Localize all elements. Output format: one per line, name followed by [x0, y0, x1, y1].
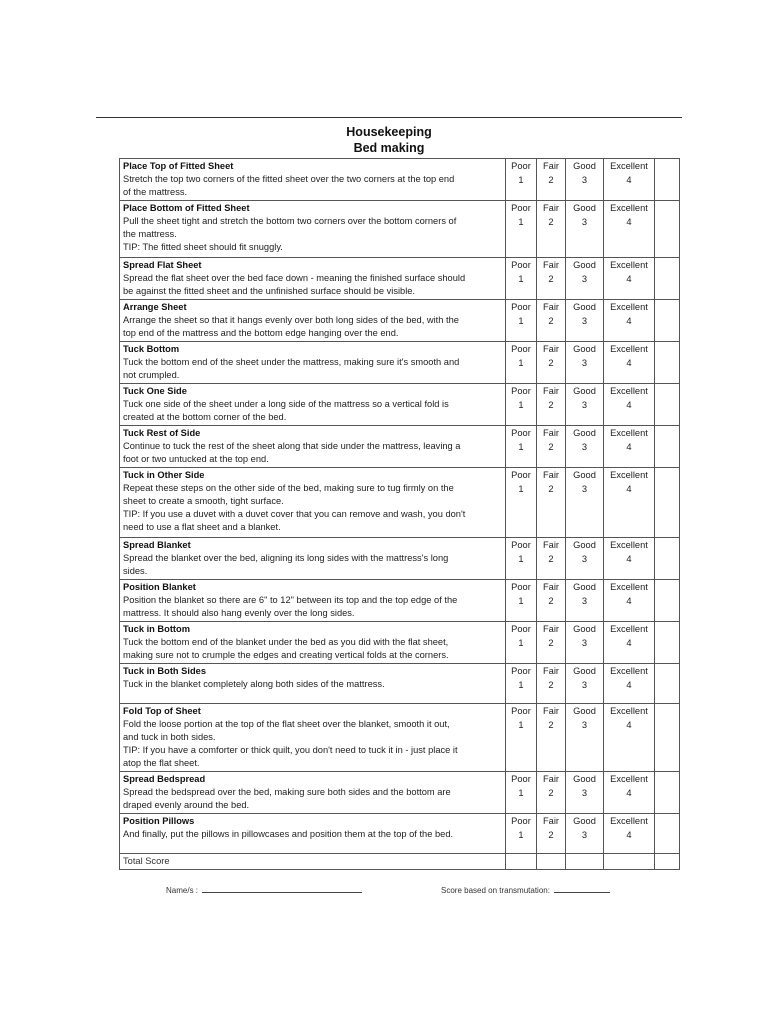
- document-title: Housekeeping: [346, 125, 432, 139]
- score-field: [441, 884, 610, 895]
- score-option-fair[interactable]: [537, 580, 566, 622]
- score-value: 4: [626, 830, 632, 840]
- score-label: Good: [573, 540, 596, 550]
- task-row: [120, 201, 680, 258]
- total-score-cell: [604, 854, 655, 870]
- score-label: Excellent: [610, 816, 648, 826]
- task-description-line: mattress. It should also hang evenly over the long sides.: [123, 608, 355, 618]
- score-value: 4: [626, 596, 632, 606]
- task-description-line: top end of the mattress and the bottom edge hanging over the end.: [123, 328, 399, 338]
- total-score-row: [120, 854, 680, 870]
- score-label: Excellent: [610, 582, 648, 592]
- task-cell: [120, 426, 506, 468]
- score-label: Good: [573, 774, 596, 784]
- score-option-excellent[interactable]: [604, 664, 655, 704]
- score-value: 4: [626, 788, 632, 798]
- task-title: Fold Top of Sheet: [123, 706, 201, 716]
- score-option-poor[interactable]: [506, 814, 537, 854]
- score-option-excellent[interactable]: [604, 384, 655, 426]
- score-option-fair[interactable]: [537, 342, 566, 384]
- score-label: Poor: [511, 260, 531, 270]
- total-score-cell: [537, 854, 566, 870]
- score-option-poor[interactable]: [506, 580, 537, 622]
- task-cell: [120, 300, 506, 342]
- score-option-good[interactable]: [566, 814, 604, 854]
- score-label: Fair: [542, 260, 559, 270]
- task-title: Tuck in Both Sides: [123, 666, 206, 676]
- score-value: 4: [626, 274, 632, 284]
- score-value: 3: [581, 442, 588, 452]
- task-title: Tuck Bottom: [123, 344, 180, 354]
- score-option-good[interactable]: [566, 426, 604, 468]
- score-value: 1: [518, 788, 524, 798]
- names-field: [166, 884, 362, 895]
- score-option-poor[interactable]: [506, 772, 537, 814]
- score-option-fair[interactable]: [537, 814, 566, 854]
- task-row: [120, 704, 680, 772]
- score-value: 2: [548, 788, 554, 798]
- score-value: 2: [548, 316, 554, 326]
- score-option-fair[interactable]: [537, 538, 566, 580]
- score-label: Excellent: [610, 774, 648, 784]
- score-option-fair[interactable]: [537, 201, 566, 258]
- task-row: [120, 384, 680, 426]
- score-value: 4: [626, 720, 632, 730]
- task-cell: [120, 258, 506, 300]
- score-entry-cell[interactable]: [655, 426, 680, 468]
- score-value: 2: [548, 217, 554, 227]
- score-label: Excellent: [610, 260, 648, 270]
- score-value: 2: [548, 358, 554, 368]
- score-label: Poor: [511, 386, 531, 396]
- score-value: 2: [548, 274, 554, 284]
- task-cell: [120, 704, 506, 772]
- score-label: Excellent: [610, 470, 648, 480]
- score-value: 3: [581, 788, 588, 798]
- total-score-label: Total Score: [120, 854, 506, 870]
- score-option-excellent[interactable]: [604, 538, 655, 580]
- score-value: 1: [518, 830, 524, 840]
- score-label: Excellent: [610, 624, 648, 634]
- score-entry-cell[interactable]: [655, 258, 680, 300]
- total-score-cell: [506, 854, 537, 870]
- score-label: Poor: [511, 470, 531, 480]
- score-value: 3: [581, 830, 588, 840]
- score-value: 3: [581, 217, 588, 227]
- score-option-excellent[interactable]: [604, 772, 655, 814]
- task-cell: [120, 664, 506, 704]
- score-label: Excellent: [610, 540, 648, 550]
- task-title: Spread Bedspread: [123, 774, 206, 784]
- score-value: 4: [626, 217, 632, 227]
- score-label: Fair: [542, 203, 559, 213]
- names-input-line[interactable]: [202, 884, 362, 893]
- score-label: Fair: [542, 161, 559, 171]
- document-subtitle: Bed making: [353, 141, 425, 155]
- score-label: Poor: [511, 582, 531, 592]
- score-label: Excellent: [610, 666, 648, 676]
- task-cell: [120, 468, 506, 538]
- score-label: Poor: [511, 774, 531, 784]
- score-label: Excellent: [610, 428, 648, 438]
- score-option-fair[interactable]: [537, 159, 566, 201]
- score-value: 3: [581, 638, 588, 648]
- score-value: 1: [518, 175, 524, 185]
- score-label: Good: [573, 260, 596, 270]
- task-description-line: be against the fitted sheet and the unfinished surface should be visible.: [123, 286, 416, 296]
- score-option-excellent[interactable]: [604, 814, 655, 854]
- score-value: 1: [518, 680, 524, 690]
- task-description-line: Repeat these steps on the other side of the bed, making sure to tug firmly on the: [123, 483, 454, 493]
- score-value: 2: [548, 400, 554, 410]
- score-value: 3: [581, 274, 588, 284]
- score-option-poor[interactable]: [506, 664, 537, 704]
- task-description-line: Tuck one side of the sheet under a long side of the mattress so a vertical fold is: [123, 399, 449, 409]
- score-label: Good: [573, 666, 596, 676]
- score-value: 4: [626, 554, 632, 564]
- score-value: 2: [548, 484, 554, 494]
- score-value: 4: [626, 400, 632, 410]
- score-option-good[interactable]: [566, 772, 604, 814]
- score-entry-cell[interactable]: [655, 814, 680, 854]
- total-score-entry-cell[interactable]: [655, 854, 680, 870]
- score-value: 1: [518, 720, 524, 730]
- score-value: 4: [626, 175, 632, 185]
- score-value: 4: [626, 358, 632, 368]
- task-description-line: Tuck in the blanket completely along both sides of the mattress.: [123, 679, 385, 689]
- score-entry-cell[interactable]: [655, 300, 680, 342]
- task-description-line: Position the blanket so there are 6" to 12" between its top and the top edge of the: [123, 595, 458, 605]
- score-input-line[interactable]: [554, 884, 610, 893]
- score-label: Fair: [542, 540, 559, 550]
- score-label: Excellent: [610, 203, 648, 213]
- score-option-poor[interactable]: [506, 622, 537, 664]
- score-label: Poor: [511, 344, 531, 354]
- score-label: Good: [573, 624, 596, 634]
- score-option-fair[interactable]: [537, 300, 566, 342]
- score-value: 1: [518, 274, 524, 284]
- task-row: [120, 342, 680, 384]
- task-description-line: Continue to tuck the rest of the sheet along that side under the mattress, leaving a: [123, 441, 461, 451]
- score-label: Poor: [511, 666, 531, 676]
- task-description-line: And finally, put the pillows in pillowcases and position them at the top of the bed.: [123, 829, 454, 839]
- score-value: 2: [548, 830, 554, 840]
- score-label: Poor: [511, 624, 531, 634]
- task-title: Tuck Rest of Side: [123, 428, 201, 438]
- task-description-line: Tuck the bottom end of the sheet under the mattress, making sure it's smooth and: [123, 357, 460, 367]
- score-value: 1: [518, 596, 524, 606]
- score-value: 1: [518, 484, 524, 494]
- score-option-good[interactable]: [566, 704, 604, 772]
- score-value: 4: [626, 442, 632, 452]
- score-option-good[interactable]: [566, 258, 604, 300]
- score-value: 1: [518, 554, 524, 564]
- score-option-excellent[interactable]: [604, 159, 655, 201]
- score-label: Excellent: [610, 344, 648, 354]
- score-option-good[interactable]: [566, 580, 604, 622]
- task-row: [120, 814, 680, 854]
- task-cell: [120, 772, 506, 814]
- score-value: 2: [548, 175, 554, 185]
- score-value: 3: [581, 680, 588, 690]
- score-value: 4: [626, 680, 632, 690]
- score-label: Good: [573, 470, 596, 480]
- score-option-good[interactable]: [566, 384, 604, 426]
- score-entry-cell[interactable]: [655, 704, 680, 772]
- task-description-line: not crumpled.: [123, 370, 180, 380]
- score-label: Poor: [511, 203, 531, 213]
- score-label: Fair: [542, 470, 559, 480]
- task-description-line: TIP: The fitted sheet should fit snuggly.: [123, 242, 283, 252]
- score-value: 1: [518, 217, 524, 227]
- score-label: Good: [573, 816, 596, 826]
- score-option-fair[interactable]: [537, 258, 566, 300]
- task-title: Position Blanket: [123, 582, 196, 592]
- task-title: Position Pillows: [123, 816, 195, 826]
- score-value: 4: [626, 484, 632, 494]
- score-option-good[interactable]: [566, 342, 604, 384]
- task-row: [120, 622, 680, 664]
- score-label: Fair: [542, 816, 559, 826]
- score-option-excellent[interactable]: [604, 622, 655, 664]
- score-option-poor[interactable]: [506, 426, 537, 468]
- score-option-poor[interactable]: [506, 300, 537, 342]
- score-value: 2: [548, 720, 554, 730]
- task-row: [120, 258, 680, 300]
- score-label: Poor: [511, 816, 531, 826]
- score-option-good[interactable]: [566, 622, 604, 664]
- score-option-fair[interactable]: [537, 384, 566, 426]
- task-description-line: Spread the blanket over the bed, aligning its long sides with the mattress's long: [123, 553, 449, 563]
- score-option-fair[interactable]: [537, 664, 566, 704]
- task-title: Spread Flat Sheet: [123, 260, 202, 270]
- task-cell: [120, 538, 506, 580]
- score-label: Fair: [542, 706, 559, 716]
- score-option-excellent[interactable]: [604, 300, 655, 342]
- task-row: [120, 300, 680, 342]
- task-cell: [120, 384, 506, 426]
- score-entry-cell[interactable]: [655, 772, 680, 814]
- score-option-poor[interactable]: [506, 538, 537, 580]
- task-description-line: sheet to create a smooth, tight surface.: [123, 496, 284, 506]
- score-option-poor[interactable]: [506, 159, 537, 201]
- task-title: Spread Blanket: [123, 540, 191, 550]
- task-row: [120, 426, 680, 468]
- score-label: Good: [573, 706, 596, 716]
- task-description-line: created at the bottom corner of the bed.: [123, 412, 287, 422]
- score-option-good[interactable]: [566, 538, 604, 580]
- score-label: Fair: [542, 666, 559, 676]
- score-label: Fair: [542, 774, 559, 784]
- score-option-poor[interactable]: [506, 384, 537, 426]
- score-label: Excellent: [610, 161, 648, 171]
- score-option-poor[interactable]: [506, 201, 537, 258]
- score-value: 3: [581, 316, 588, 326]
- score-option-good[interactable]: [566, 159, 604, 201]
- task-title: Tuck in Bottom: [123, 624, 190, 634]
- score-value: 2: [548, 680, 554, 690]
- score-option-excellent[interactable]: [604, 468, 655, 538]
- total-score-cell: [566, 854, 604, 870]
- score-option-good[interactable]: [566, 664, 604, 704]
- score-value: 3: [581, 358, 588, 368]
- task-title: Place Top of Fitted Sheet: [123, 161, 234, 171]
- task-description-line: the mattress.: [123, 229, 177, 239]
- task-description-line: Spread the flat sheet over the bed face down - meaning the finished surface should: [123, 273, 466, 283]
- score-value: 3: [581, 400, 588, 410]
- task-description-line: Arrange the sheet so that it hangs evenly over both long sides of the bed, with the: [123, 315, 459, 325]
- score-label: Fair: [542, 624, 559, 634]
- score-label: Good: [573, 302, 596, 312]
- score-entry-cell[interactable]: [655, 538, 680, 580]
- task-row: [120, 468, 680, 538]
- score-value: 1: [518, 316, 524, 326]
- score-value: 1: [518, 400, 524, 410]
- score-option-excellent[interactable]: [604, 201, 655, 258]
- score-option-poor[interactable]: [506, 468, 537, 538]
- task-row: [120, 664, 680, 704]
- score-entry-cell[interactable]: [655, 468, 680, 538]
- score-label: Poor: [511, 161, 531, 171]
- task-cell: [120, 159, 506, 201]
- task-description-line: TIP: If you have a comforter or thick quilt, you don't need to tuck it in - just place it: [123, 745, 458, 755]
- task-description-line: Pull the sheet tight and stretch the bottom two corners over the bottom corners of: [123, 216, 457, 226]
- score-label: Excellent: [610, 386, 648, 396]
- task-description-line: foot or two untucked at the top end.: [123, 454, 269, 464]
- top-rule: [96, 117, 682, 118]
- task-title: Arrange Sheet: [123, 302, 187, 312]
- task-description-line: Tuck the bottom end of the blanket under the bed as you did with the flat sheet,: [123, 637, 449, 647]
- score-option-excellent[interactable]: [604, 704, 655, 772]
- rubric-body: [120, 159, 680, 870]
- score-value: 1: [518, 638, 524, 648]
- score-value: 2: [548, 638, 554, 648]
- score-label: Fair: [542, 302, 559, 312]
- task-description-line: Stretch the top two corners of the fitted sheet over the two corners at the top end: [123, 174, 455, 184]
- score-option-fair[interactable]: [537, 772, 566, 814]
- score-option-poor[interactable]: [506, 258, 537, 300]
- score-label: Good: [573, 344, 596, 354]
- score-label: Good: [573, 582, 596, 592]
- task-description-line: draped evenly around the bed.: [123, 800, 250, 810]
- score-entry-cell[interactable]: [655, 622, 680, 664]
- score-label: Fair: [542, 386, 559, 396]
- score-value: 3: [581, 720, 588, 730]
- task-cell: [120, 622, 506, 664]
- task-description-line: of the mattress.: [123, 187, 188, 197]
- score-option-fair[interactable]: [537, 622, 566, 664]
- score-option-good[interactable]: [566, 201, 604, 258]
- score-value: 2: [548, 596, 554, 606]
- task-description-line: Spread the bedspread over the bed, making sure both sides and the bottom are: [123, 787, 451, 797]
- score-option-excellent[interactable]: [604, 258, 655, 300]
- score-value: 3: [581, 175, 588, 185]
- score-label: Poor: [511, 302, 531, 312]
- score-value: 3: [581, 484, 588, 494]
- score-label: Score based on transmutation:: [441, 886, 550, 895]
- score-label: Poor: [511, 540, 531, 550]
- task-row: [120, 772, 680, 814]
- score-value: 3: [581, 554, 588, 564]
- score-option-fair[interactable]: [537, 468, 566, 538]
- title-block: [96, 124, 682, 156]
- score-option-poor[interactable]: [506, 704, 537, 772]
- task-description-line: and tuck in both sides.: [123, 732, 216, 742]
- score-label: Fair: [542, 582, 559, 592]
- task-description-line: need to use a flat sheet and a blanket.: [123, 522, 281, 532]
- task-cell: [120, 201, 506, 258]
- score-option-excellent[interactable]: [604, 426, 655, 468]
- score-entry-cell[interactable]: [655, 201, 680, 258]
- score-option-poor[interactable]: [506, 342, 537, 384]
- task-description-line: TIP: If you use a duvet with a duvet cover that you can remove and wash, you don't: [123, 509, 466, 519]
- score-label: Good: [573, 203, 596, 213]
- task-row: [120, 538, 680, 580]
- score-label: Fair: [542, 428, 559, 438]
- task-description-line: sides.: [123, 566, 148, 576]
- task-cell: [120, 342, 506, 384]
- score-label: Good: [573, 161, 596, 171]
- score-value: 1: [518, 442, 524, 452]
- score-label: Poor: [511, 706, 531, 716]
- task-title: Tuck in Other Side: [123, 470, 205, 480]
- score-option-fair[interactable]: [537, 426, 566, 468]
- task-title: Place Bottom of Fitted Sheet: [123, 203, 250, 213]
- score-label: Good: [573, 428, 596, 438]
- names-label: Name/s :: [166, 886, 199, 895]
- score-entry-cell[interactable]: [655, 159, 680, 201]
- task-title: Tuck One Side: [123, 386, 187, 396]
- score-value: 2: [548, 554, 554, 564]
- score-value: 1: [518, 358, 524, 368]
- rubric-table: [119, 158, 680, 870]
- score-option-good[interactable]: [566, 300, 604, 342]
- score-option-excellent[interactable]: [604, 580, 655, 622]
- score-option-good[interactable]: [566, 468, 604, 538]
- score-option-fair[interactable]: [537, 704, 566, 772]
- score-label: Excellent: [610, 706, 648, 716]
- score-value: 3: [581, 596, 588, 606]
- score-value: 4: [626, 638, 632, 648]
- task-description-line: Fold the loose portion at the top of the flat sheet over the blanket, smooth it out,: [123, 719, 450, 729]
- score-entry-cell[interactable]: [655, 580, 680, 622]
- task-cell: [120, 580, 506, 622]
- score-label: Excellent: [610, 302, 648, 312]
- score-entry-cell[interactable]: [655, 664, 680, 704]
- score-value: 4: [626, 316, 632, 326]
- score-label: Fair: [542, 344, 559, 354]
- task-row: [120, 159, 680, 201]
- task-description-line: atop the flat sheet.: [123, 758, 200, 768]
- score-value: 2: [548, 442, 554, 452]
- score-label: Poor: [511, 428, 531, 438]
- score-entry-cell[interactable]: [655, 384, 680, 426]
- score-option-excellent[interactable]: [604, 342, 655, 384]
- task-cell: [120, 814, 506, 854]
- task-description-line: making sure not to crumple the edges and creating vertical folds at the corners.: [123, 650, 449, 660]
- score-entry-cell[interactable]: [655, 342, 680, 384]
- score-label: Good: [573, 386, 596, 396]
- task-row: [120, 580, 680, 622]
